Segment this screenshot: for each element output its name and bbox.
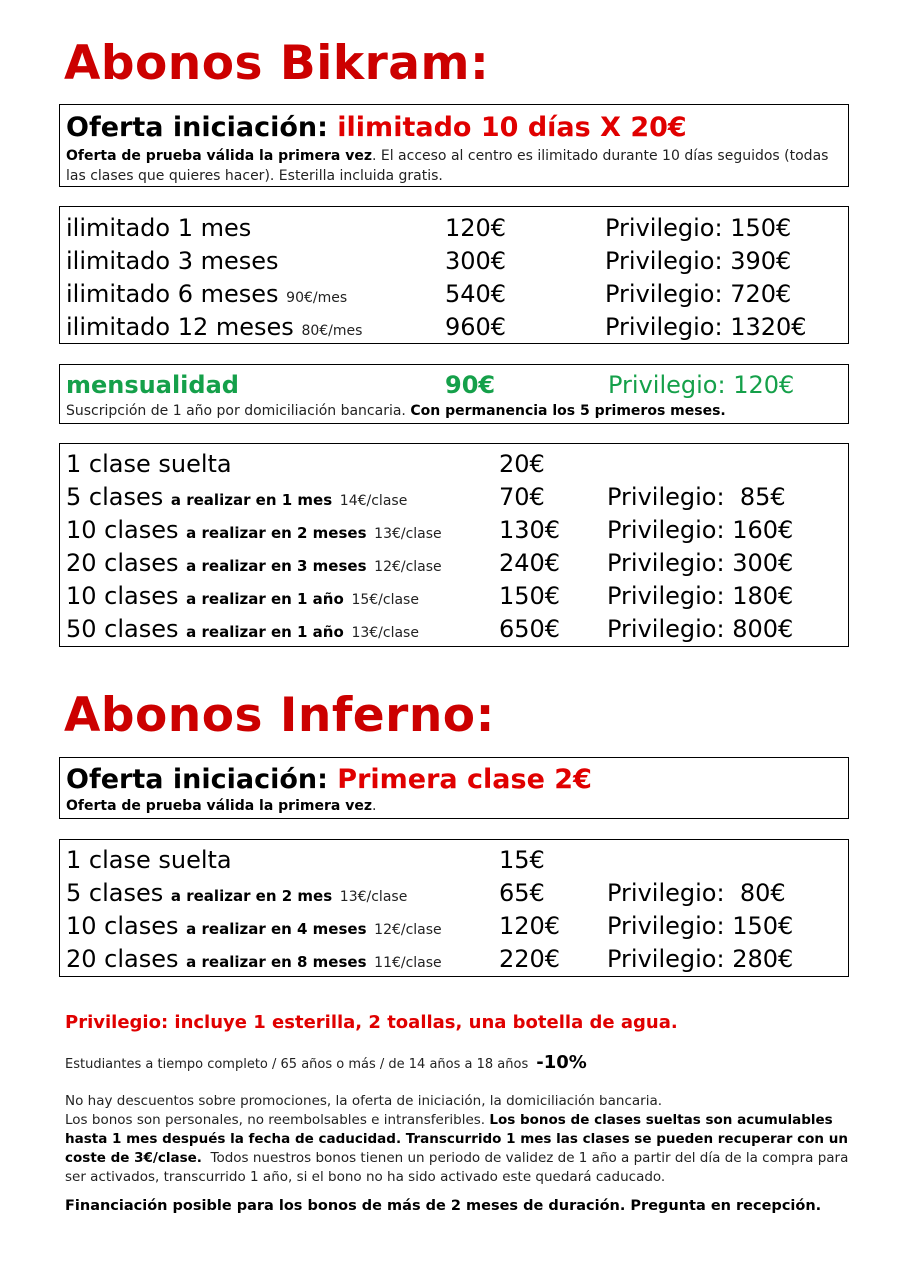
- class-term: a realizar en 1 año: [186, 623, 344, 641]
- inferno-classes-box: [59, 839, 849, 977]
- class-unit-price: 11€/clase: [374, 955, 442, 971]
- class-unit-price: 12€/clase: [374, 559, 442, 575]
- conditions-line-2-bold: Los bonos de clases sueltas son acumulables hasta 1 mes después la fecha de caducidad. Transcurrido 1 mes las clases se pueden recuperar con un coste de 3€/clase.: [65, 1112, 848, 1166]
- class-price: 650€: [499, 615, 561, 643]
- class-privilege: Privilegio: 150€: [607, 912, 794, 940]
- class-row: [66, 612, 848, 646]
- inferno-offer-box: [59, 757, 849, 819]
- class-row: [66, 480, 848, 514]
- class-price: 240€: [499, 549, 561, 577]
- unlimited-name: ilimitado 1 mes: [66, 214, 252, 242]
- unlimited-row: [66, 310, 848, 344]
- monthly-desc-text: Suscripción de 1 año por domiciliación bancaria.: [66, 403, 411, 419]
- conditions-line-1: No hay descuentos sobre promociones, la oferta de iniciación, la domiciliación bancaria.: [65, 1093, 663, 1109]
- class-price: 120€: [499, 912, 561, 940]
- monthly-privilege: Privilegio: 120€: [608, 371, 795, 399]
- bikram-classes-box: [59, 443, 849, 647]
- class-name: 10 clases: [66, 582, 179, 610]
- class-privilege: Privilegio: 800€: [607, 615, 794, 643]
- unlimited-note: 80€/mes: [301, 323, 363, 339]
- class-row: [66, 843, 848, 877]
- class-term: a realizar en 2 meses: [186, 524, 367, 542]
- monthly-price: 90€: [445, 371, 496, 399]
- monthly-desc-bold: Con permanencia los 5 primeros meses.: [410, 403, 726, 419]
- class-privilege: Privilegio: 160€: [607, 516, 794, 544]
- bikram-monthly-box: [59, 364, 849, 424]
- class-privilege: Privilegio: 85€: [607, 483, 786, 511]
- inferno-offer-desc-rest: .: [371, 798, 377, 814]
- bikram-offer-label: Oferta iniciación:: [66, 112, 338, 143]
- conditions-notes: [65, 1092, 855, 1187]
- class-price: 15€: [499, 846, 545, 874]
- unlimited-privilege: Privilegio: 390€: [605, 247, 792, 275]
- class-price: 220€: [499, 945, 561, 973]
- class-term: a realizar en 4 meses: [186, 920, 367, 938]
- class-price: 70€: [499, 483, 545, 511]
- class-name: 20 clases: [66, 945, 179, 973]
- class-name: 5 clases: [66, 879, 164, 907]
- unlimited-row: [66, 244, 848, 278]
- class-price: 20€: [499, 450, 545, 478]
- unlimited-row: [66, 211, 848, 245]
- bikram-offer-title: [66, 114, 687, 141]
- class-name: 20 clases: [66, 549, 179, 577]
- inferno-offer-desc: [66, 796, 376, 816]
- class-name: 10 clases: [66, 912, 179, 940]
- unlimited-name: ilimitado 12 meses: [66, 313, 294, 341]
- class-unit-price: 14€/clase: [339, 493, 408, 509]
- unlimited-price: 120€: [445, 214, 507, 242]
- student-discount: [65, 1052, 587, 1073]
- bikram-title: Abonos Bikram:: [64, 36, 490, 91]
- student-discount-text: Estudiantes a tiempo completo / 65 años o más / de 14 años a 18 años: [65, 1057, 529, 1072]
- class-privilege: Privilegio: 300€: [607, 549, 794, 577]
- inferno-offer-highlight: Primera clase 2€: [337, 764, 592, 795]
- class-name: 10 clases: [66, 516, 179, 544]
- unlimited-note: 90€/mes: [286, 290, 348, 306]
- privilege-note: Privilegio: incluye 1 esterilla, 2 toallas, una botella de agua.: [65, 1012, 678, 1033]
- class-name: 1 clase suelta: [66, 450, 232, 478]
- inferno-offer-title: [66, 766, 592, 793]
- unlimited-privilege: Privilegio: 150€: [605, 214, 792, 242]
- class-row: [66, 447, 848, 481]
- unlimited-name: ilimitado 3 meses: [66, 247, 279, 275]
- class-name: 1 clase suelta: [66, 846, 232, 874]
- class-term: a realizar en 2 mes: [170, 887, 333, 905]
- monthly-name: mensualidad: [66, 371, 239, 399]
- class-row: [66, 579, 848, 613]
- unlimited-row: [66, 277, 848, 311]
- student-discount-percent: -10%: [536, 1052, 587, 1073]
- class-name: 50 clases: [66, 615, 179, 643]
- bikram-offer-highlight: ilimitado 10 días X 20€: [337, 112, 687, 143]
- class-term: a realizar en 1 año: [186, 590, 344, 608]
- bikram-unlimited-box: [59, 206, 849, 344]
- unlimited-price: 540€: [445, 280, 507, 308]
- class-term: a realizar en 3 meses: [186, 557, 367, 575]
- class-price: 65€: [499, 879, 545, 907]
- monthly-desc: [66, 401, 726, 421]
- class-row: [66, 876, 848, 910]
- class-row: [66, 546, 848, 580]
- unlimited-price: 960€: [445, 313, 507, 341]
- class-row: [66, 909, 848, 943]
- unlimited-privilege: Privilegio: 1320€: [605, 313, 807, 341]
- class-row: [66, 513, 848, 547]
- unlimited-privilege: Privilegio: 720€: [605, 280, 792, 308]
- class-unit-price: 13€/clase: [351, 625, 419, 641]
- class-privilege: Privilegio: 180€: [607, 582, 794, 610]
- unlimited-price: 300€: [445, 247, 507, 275]
- bikram-offer-desc-rest: . El acceso al centro es ilimitado durante 10 días seguidos (todas las clases que quieres hacer). Esterilla incluida gratis.: [66, 148, 829, 184]
- bikram-offer-box: [59, 104, 849, 187]
- class-privilege: Privilegio: 80€: [607, 879, 786, 907]
- unlimited-name: ilimitado 6 meses: [66, 280, 279, 308]
- bikram-offer-desc: [66, 146, 836, 186]
- class-unit-price: 15€/clase: [351, 592, 419, 608]
- conditions-line-2: Los bonos son personales, no reembolsables e intransferibles.: [65, 1112, 490, 1128]
- class-unit-price: 12€/clase: [374, 922, 442, 938]
- class-unit-price: 13€/clase: [339, 889, 408, 905]
- inferno-offer-desc-bold: Oferta de prueba válida la primera vez: [66, 798, 372, 814]
- inferno-offer-label: Oferta iniciación:: [66, 764, 338, 795]
- class-term: a realizar en 1 mes: [170, 491, 333, 509]
- inferno-title: Abonos Inferno:: [64, 688, 495, 743]
- class-price: 150€: [499, 582, 561, 610]
- class-row: [66, 942, 848, 976]
- class-privilege: Privilegio: 280€: [607, 945, 794, 973]
- class-term: a realizar en 8 meses: [186, 953, 367, 971]
- monthly-row: [66, 368, 848, 402]
- conditions-line-3: Todos nuestros bonos tienen un periodo de validez de 1 año a partir del día de la compra para ser activados, transcurrido 1 año, si el bono no ha sido activado este quedará caducado.: [65, 1150, 853, 1185]
- class-name: 5 clases: [66, 483, 164, 511]
- class-price: 130€: [499, 516, 561, 544]
- financing-note: Financiación posible para los bonos de más de 2 meses de duración. Pregunta en recepción.: [65, 1198, 822, 1214]
- bikram-offer-desc-bold: Oferta de prueba válida la primera vez: [66, 148, 372, 164]
- class-unit-price: 13€/clase: [374, 526, 442, 542]
